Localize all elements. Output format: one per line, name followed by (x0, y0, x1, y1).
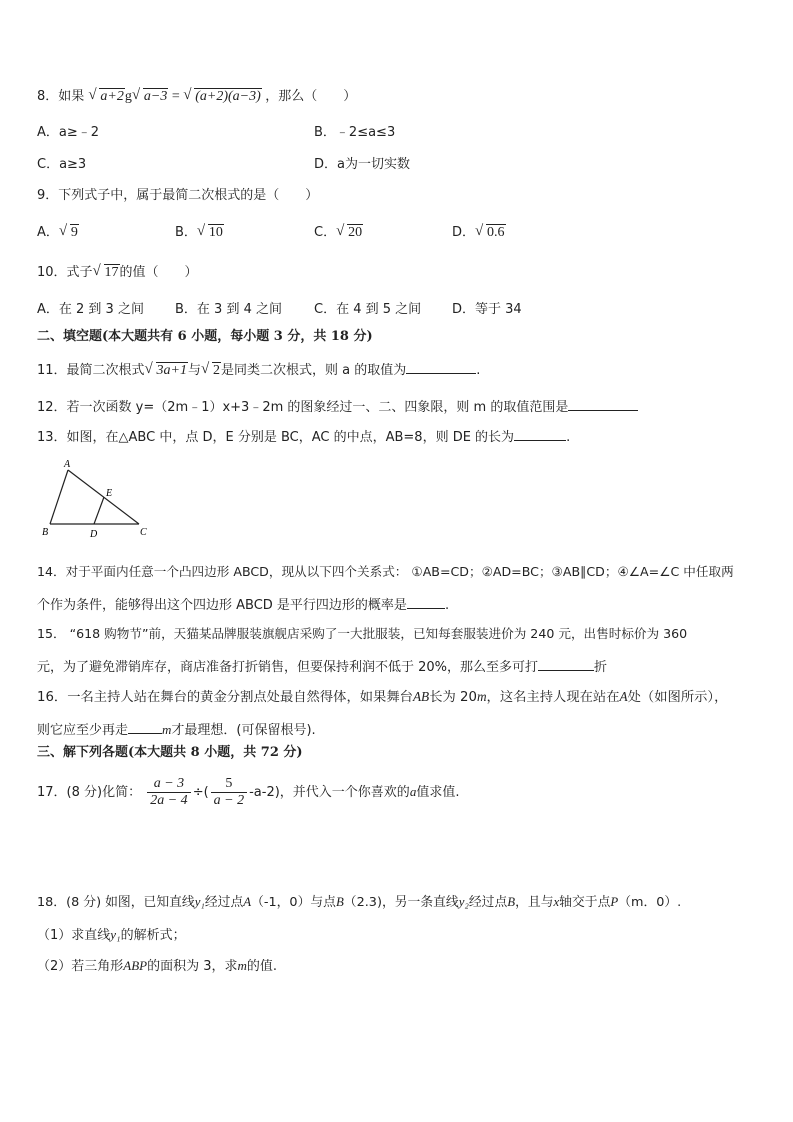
q11-radical-1: √ 3a+1 (146, 362, 188, 380)
section-3-heading: 三、解下列各题(本大题共 8 小题，共 72 分) (37, 745, 303, 760)
q8-equals: = (171, 89, 180, 104)
q8-option-b: B．﹣2≤a≤3 (314, 125, 396, 140)
q9-stem: 9．下列式子中，属于最简二次根式的是（ ） (37, 188, 319, 203)
q8-radical-1: √ a+2 (89, 88, 124, 106)
q13-triangle-figure (36, 455, 156, 540)
q8-option-c: C．a≥3 (37, 157, 87, 172)
label-e: E (106, 488, 113, 499)
q8-tail: ，那么（ ） (265, 89, 357, 104)
q9-option-b: B．√ 10 (175, 224, 224, 242)
q15-line-1: 15． “618 购物节”前，天猫某品牌服装旗舰店采购了一大批服装，已知每套服装进价为 240 元，出售时标价为 360 (37, 626, 688, 641)
q17-stem: 17．(8 分)化简： $\frac{a - 3}{2a - 4}$ ÷( $\frac{5}{a - 2}$ -a-2)，并代入一个你喜欢的a值求值. (37, 776, 460, 808)
q9-option-d: D．√ 0.6 (452, 224, 506, 242)
q10-radical: √ 17 (94, 264, 120, 282)
q12-stem: 12．若一次函数 y=（2m﹣1）x+3﹣2m 的图象经过一、二、四象限，则 m 的取值范围是 (37, 396, 638, 417)
q8-stem (37, 88, 356, 106)
segment-de (94, 497, 104, 524)
q9-option-c: C．√ 20 (314, 224, 363, 242)
q13-stem: 13．如图，在△ABC 中，点 D，E 分别是 BC，AC 的中点，AB=8，则 DE 的长为 . (37, 426, 570, 447)
section-2-heading: 二、填空题(本大题共有 6 小题，每小题 3 分，共 18 分) (37, 329, 373, 344)
q8-option-a: A．a≥﹣2 (37, 125, 100, 140)
q8-equation (88, 89, 265, 104)
q18-line-1: 18．(8 分) 如图，已知直线y₁经过点A（-1，0）与点B（2.3)，另一条直线y₂经过点B，且与x轴交于点P（m．0）. (37, 895, 682, 910)
q10-option-a: A．在 2 到 3 之间 (37, 302, 144, 317)
label-b: B (42, 527, 49, 538)
q18-subquestion-2: （2）若三角形ABP的面积为 3，求m的值. (37, 958, 278, 974)
q11-radical-2: √ 2 (202, 362, 221, 380)
q12-answer-blank[interactable] (568, 396, 638, 411)
q16-answer-blank[interactable] (128, 719, 162, 734)
q15-answer-blank[interactable] (538, 656, 594, 671)
q11-stem: 11．最简二次根式√ 3a+1与√ 2是同类二次根式，则 a 的取值为 . (37, 359, 480, 380)
q18-subquestion-1: （1）求直线y₁的解析式； (37, 927, 186, 943)
q14-answer-blank[interactable] (407, 594, 445, 609)
side-ab (50, 470, 68, 524)
q8-mid: g (124, 89, 132, 104)
q13-answer-blank[interactable] (514, 426, 566, 441)
q10-option-c: C．在 4 到 5 之间 (314, 302, 422, 317)
q17-fraction-1: $\frac{a - 3}{2a - 4}$ (147, 776, 190, 809)
label-c: C (140, 527, 147, 538)
q14-line-1: 14．对于平面内任意一个凸四边形 ABCD，现从以下四个关系式： ①AB=CD；②AD=BC；③AB∥CD；④∠A=∠C 中任取两 (37, 564, 734, 579)
label-d: D (90, 529, 98, 540)
q14-line-2: 个作为条件，能够得出这个四边形 ABCD 是平行四边形的概率是 . (37, 594, 449, 615)
q8-radical-2: √ a−3 (133, 88, 168, 106)
q8-option-d: D．a为一切实数 (314, 157, 410, 172)
q9-option-a: A．√ 9 (37, 224, 79, 242)
q16-line-1: 16．一名主持人站在舞台的黄金分割点处最自然得体，如果舞台AB长为 20m，这名主持人现在站在A处（如图所示）， (37, 689, 728, 705)
q8-radical-3: √ (a+2)(a−3) (184, 88, 262, 106)
q8-num: 8．如果 (37, 89, 85, 104)
q10-option-d: D．等于 34 (452, 302, 522, 317)
q11-answer-blank[interactable] (406, 359, 476, 374)
q15-line-2: 元，为了避免滞销库存，商店准备打折销售，但要保持利润不低于 20%，那么至多可打 折 (37, 656, 607, 677)
q10-stem: 10．式子√ 17的值（ ） (37, 264, 198, 282)
label-a: A (64, 459, 71, 470)
q16-line-2: 则它应至少再走 m才最理想．(可保留根号). (37, 719, 316, 740)
q17-fraction-2: $\frac{5}{a - 2}$ (211, 776, 247, 809)
q10-option-b: B．在 3 到 4 之间 (175, 302, 282, 317)
